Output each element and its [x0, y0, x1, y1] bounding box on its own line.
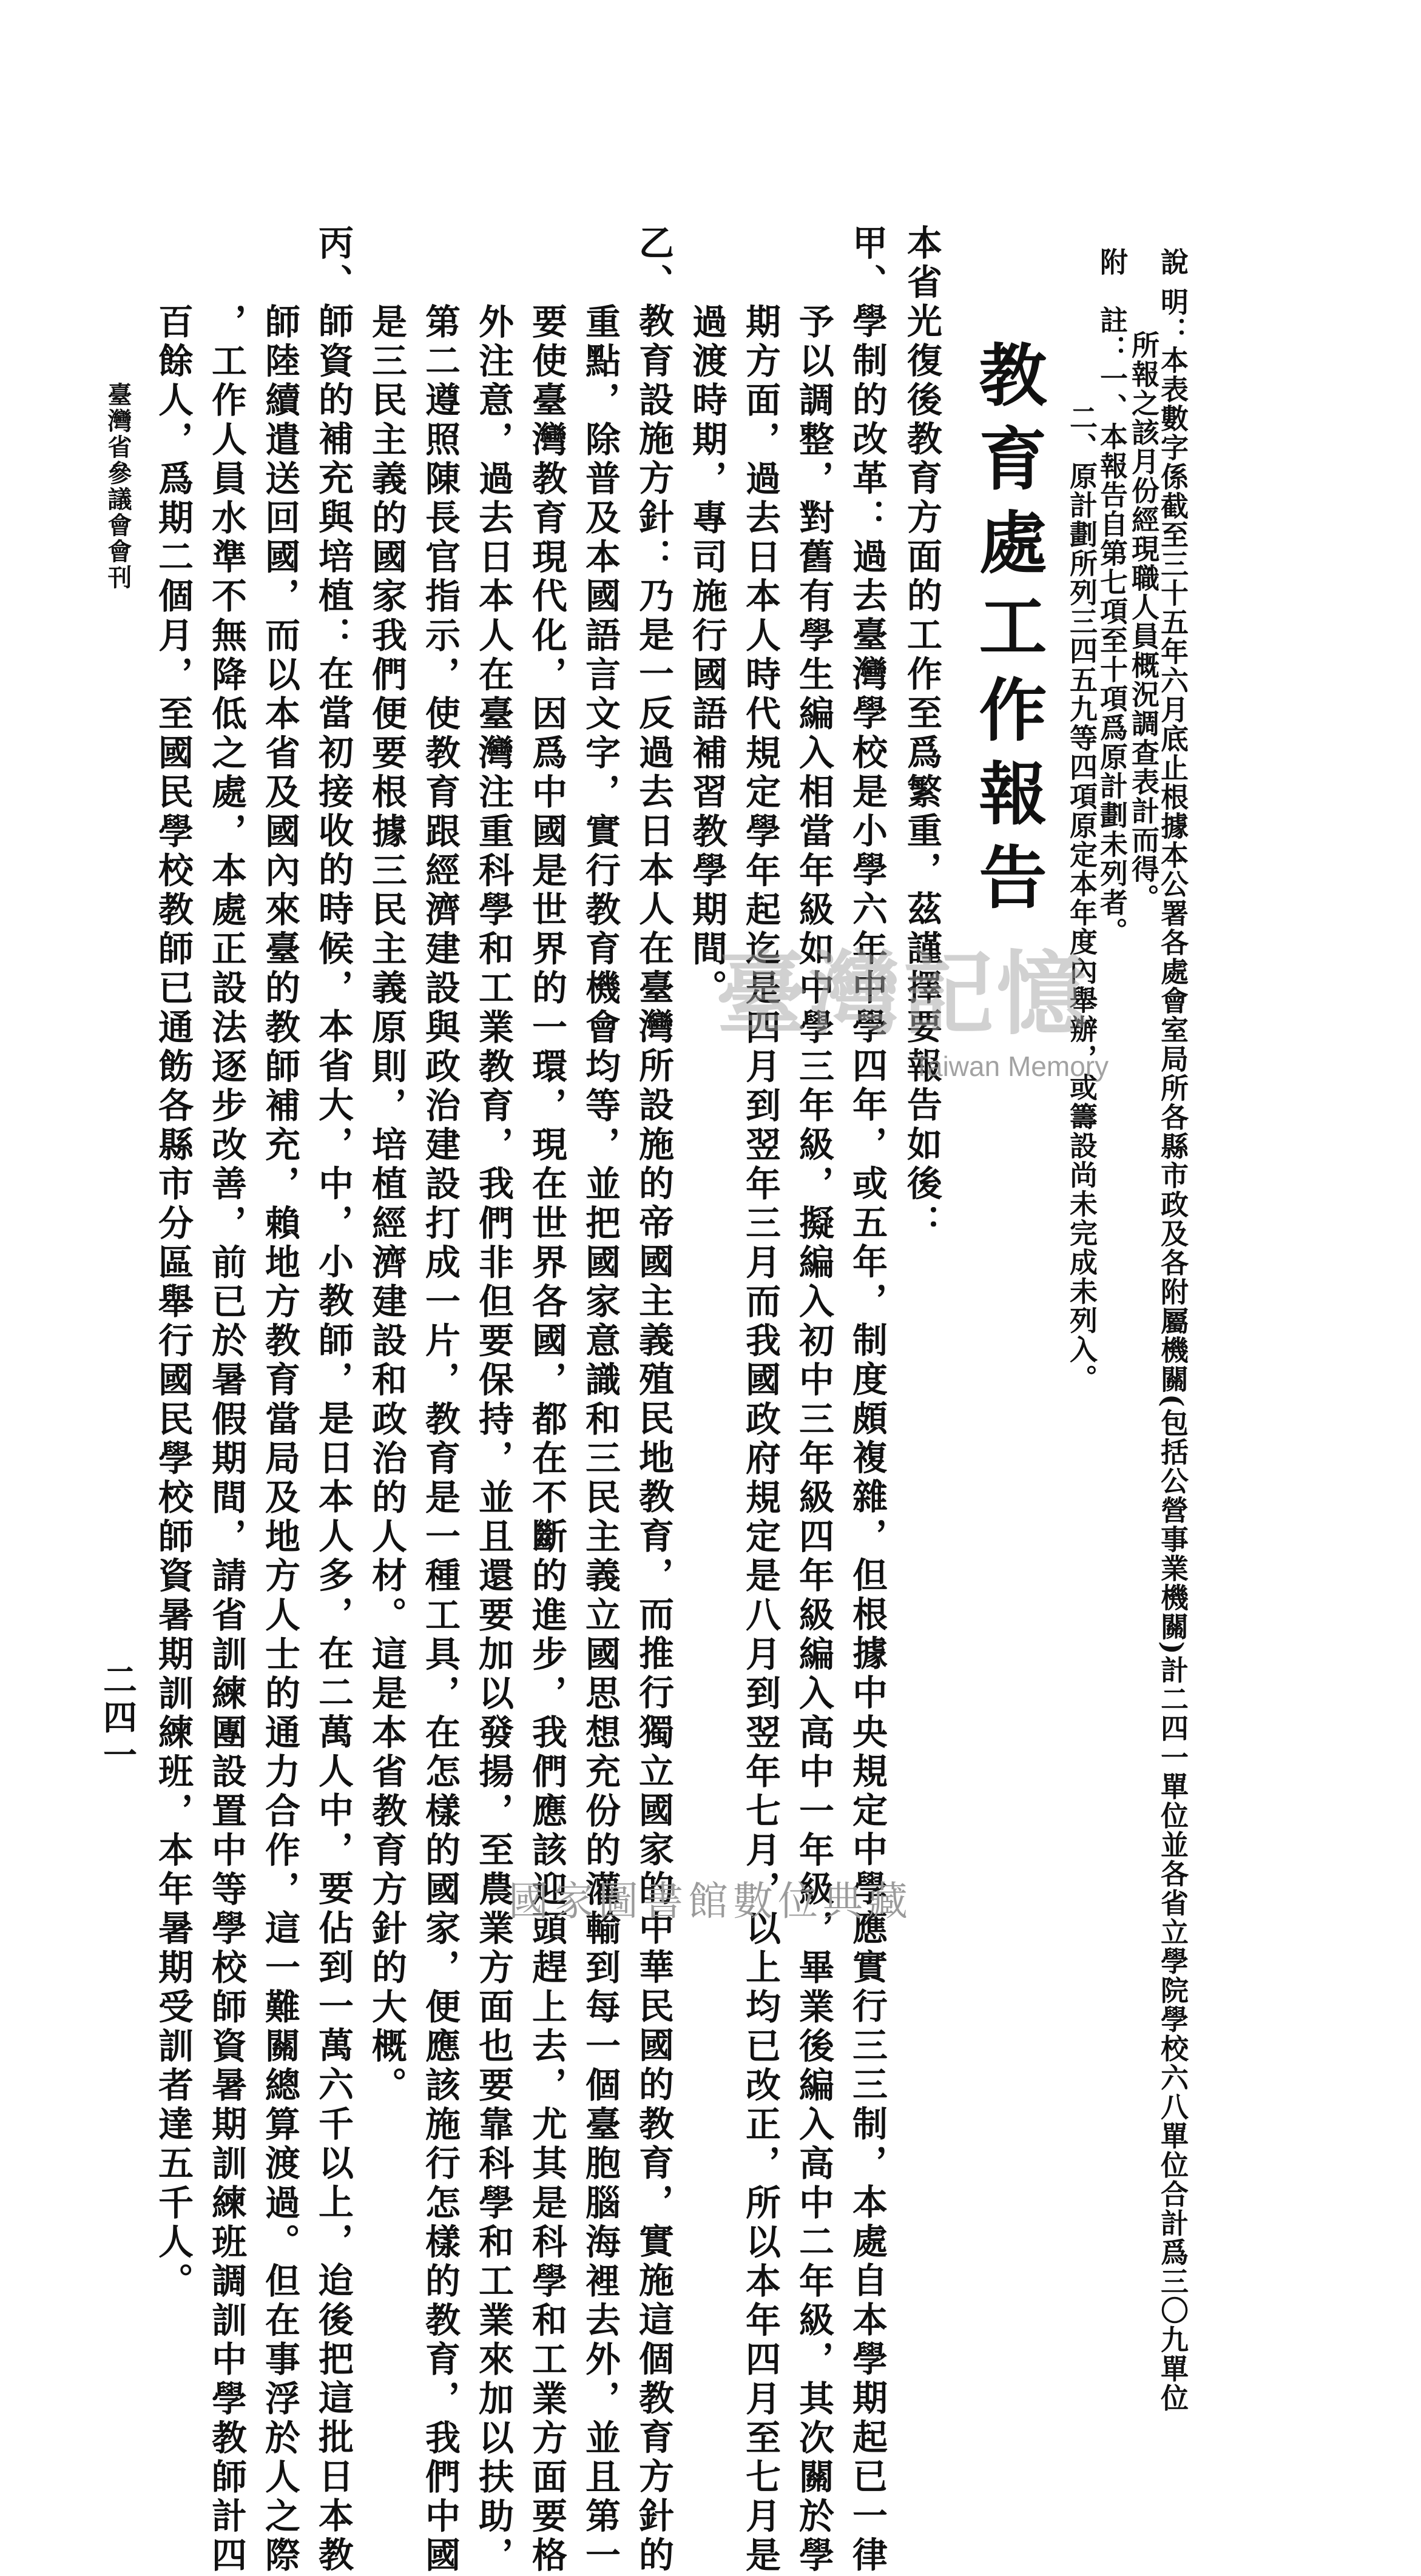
body-line-2: 甲、學制的改革：過去臺灣學校是小學六年中學四年，或五年，制度頗複雜，但根據中央規定中學應實行三三制，本處自本學期起已一律	[846, 224, 888, 2575]
body-line-14: ，工作人員水準不無降低之處，本處正設法逐步改善，前已於暑假期間，請省訓練團設置中等學校師資暑期訓練班調訓中學教師計四	[206, 303, 247, 2576]
body-line-4: 期方面，過去日本人時代規定學年起迄是四月到翌年三月而我國政府規定是八月到翌年七月，以上均已改正，所以本年四月至七月是	[740, 303, 781, 2576]
body-line-5: 過渡時期，專司施行國語補習教學期間。	[686, 303, 727, 1009]
body-line-15: 百餘人，爲期二個月，至國民學校教師已通飭各縣市分區舉行國民學校師資暑期訓練班，本年暑期受訓者達五千人。	[152, 303, 194, 2302]
body-line-11: 是三民主義的國家我們便要根據三民主義原則，培植經濟建設和政治的人材。這是本省教育方針的大概。	[366, 303, 407, 2106]
note-appendix-line-2: 二、原計劃所列三四五九等四項原定本年度內舉辦，或籌設尚未完成未列入。	[1065, 403, 1098, 1393]
page-number: 二四一	[98, 1662, 138, 1775]
document-title: 教育處工作報告	[968, 340, 1047, 926]
body-line-10: 第二遵照陳長官指示，使教育跟經濟建設與政治建設打成一片，教育是一種工具，在怎樣的國家，便應該施行怎樣的教育，我們中國	[419, 303, 461, 2576]
body-line-13: 師陸續遣送回國，而以本省及國內來臺的教師補充，賴地方教育當局及地方人士的通力合作，這一難關總算渡過。但在事浮於人之際	[259, 303, 300, 2576]
note-explanation-line-1: 說 明：本表數字係截至三十五年六月底止根據本公署各處會室局所各縣市政及各附屬機關(包括公營事業機關)計二四一單位並各省立學院學校六八單位合計爲三〇九單位	[1156, 247, 1189, 2413]
footer-collection-label: 國家圖書館數位典藏	[508, 1878, 913, 1925]
journal-title: 臺灣省參議會會刊	[104, 382, 132, 591]
body-line-1: 本省光復後教育方面的工作至爲繁重，茲謹擇要報告如後：	[901, 224, 942, 1243]
body-line-7: 重點，除普及本國語言文字，實行教育機會均等，並把國家意識和三民主義立國思想充份的灌輸到每一個臺胞腦海裡去外，並且第一	[579, 303, 621, 2576]
note-appendix-line-1: 附 註：一、本報告自第七項至十項爲原計劃未列者。	[1096, 247, 1129, 946]
body-line-9: 外注意，過去日本人在臺灣注重科學和工業教育，我們非但要保持，並且還要加以發揚，至農業方面也要靠科學和工業來加以扶助，	[473, 303, 514, 2576]
watermark-subtitle: Taiwan Memory	[913, 1051, 1109, 1082]
body-line-12: 丙、師資的補充與培植：在當初接收的時候，本省大，中，小教師，是日本人多，在二萬人中，要佔到一萬六千以上，迨後把這批日本教	[312, 224, 354, 2575]
watermark-title: 臺灣記憶	[716, 942, 1090, 1048]
body-line-6: 乙、教育設施方針：乃是一反過去日本人在臺灣所設施的帝國主義殖民地教育，而推行獨立國家的中華民國的教育，實施這個教育方針的	[633, 224, 674, 2575]
body-line-8: 要使臺灣教育現代化，因爲中國是世界的一環，現在世界各國，都在不斷的進步，我們應該迎頭趕上去，尤其是科學和工業方面要格	[526, 303, 567, 2576]
note-explanation-line-2: 所報之該月份經現職人員概況調查表計而得。	[1127, 331, 1160, 913]
body-line-3: 予以調整，對舊有學生編入相當年級如中學三年級，擬編入初中三年級四年級編入高中一年級，畢業後編入高中二年級，其次關於學	[793, 303, 834, 2576]
